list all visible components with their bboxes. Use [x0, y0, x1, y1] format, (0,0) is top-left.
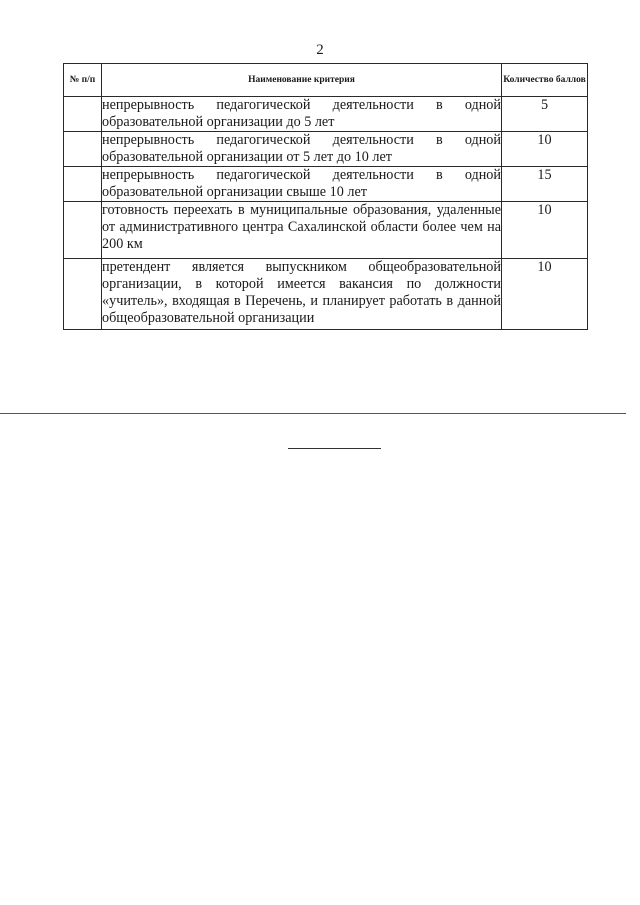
criterion-name: непрерывность педагогической деятельности в одной образовательной организации до 5 лет: [102, 97, 501, 130]
table-row: [64, 167, 588, 202]
header-number: № п/п: [64, 64, 102, 97]
row-number: [64, 202, 102, 259]
row-number: [64, 97, 102, 132]
row-number: [64, 259, 102, 330]
criterion-name: претендент является выпускником общеобразовательной организации, в которой имеется вакансия по должности «учитель», входящая в Перечень, и планирует работать в данной общеобразовательной организации: [102, 259, 502, 330]
criterion-name: непрерывность педагогической деятельности в одной образовательной организации свыше 10 лет: [102, 167, 501, 200]
criterion-name: непрерывность педагогической деятельности в одной образовательной организации от 5 лет до 10 лет: [102, 132, 501, 165]
header-points: Количество баллов: [502, 64, 588, 97]
criterion-points: 5: [502, 97, 588, 132]
criteria-table: [63, 63, 588, 330]
criterion-points: 10: [502, 202, 588, 259]
table-row: [64, 259, 588, 330]
table-row: [64, 202, 588, 259]
page-divider-line: [0, 413, 626, 414]
page-number: 2: [316, 42, 324, 58]
end-of-document-line: [288, 448, 381, 449]
table-row: [64, 97, 588, 132]
table-header-row: [64, 64, 588, 97]
criterion-name: готовность переехать в муниципальные образования, удаленные от административного центра Сахалинской области более чем на 200 км: [102, 202, 502, 259]
table-row: [64, 132, 588, 167]
row-number: [64, 167, 102, 202]
header-criterion-name: Наименование критерия: [102, 64, 502, 97]
criterion-points: 15: [502, 167, 588, 202]
criterion-points: 10: [502, 132, 588, 167]
criterion-points: 10: [502, 259, 588, 330]
row-number: [64, 132, 102, 167]
